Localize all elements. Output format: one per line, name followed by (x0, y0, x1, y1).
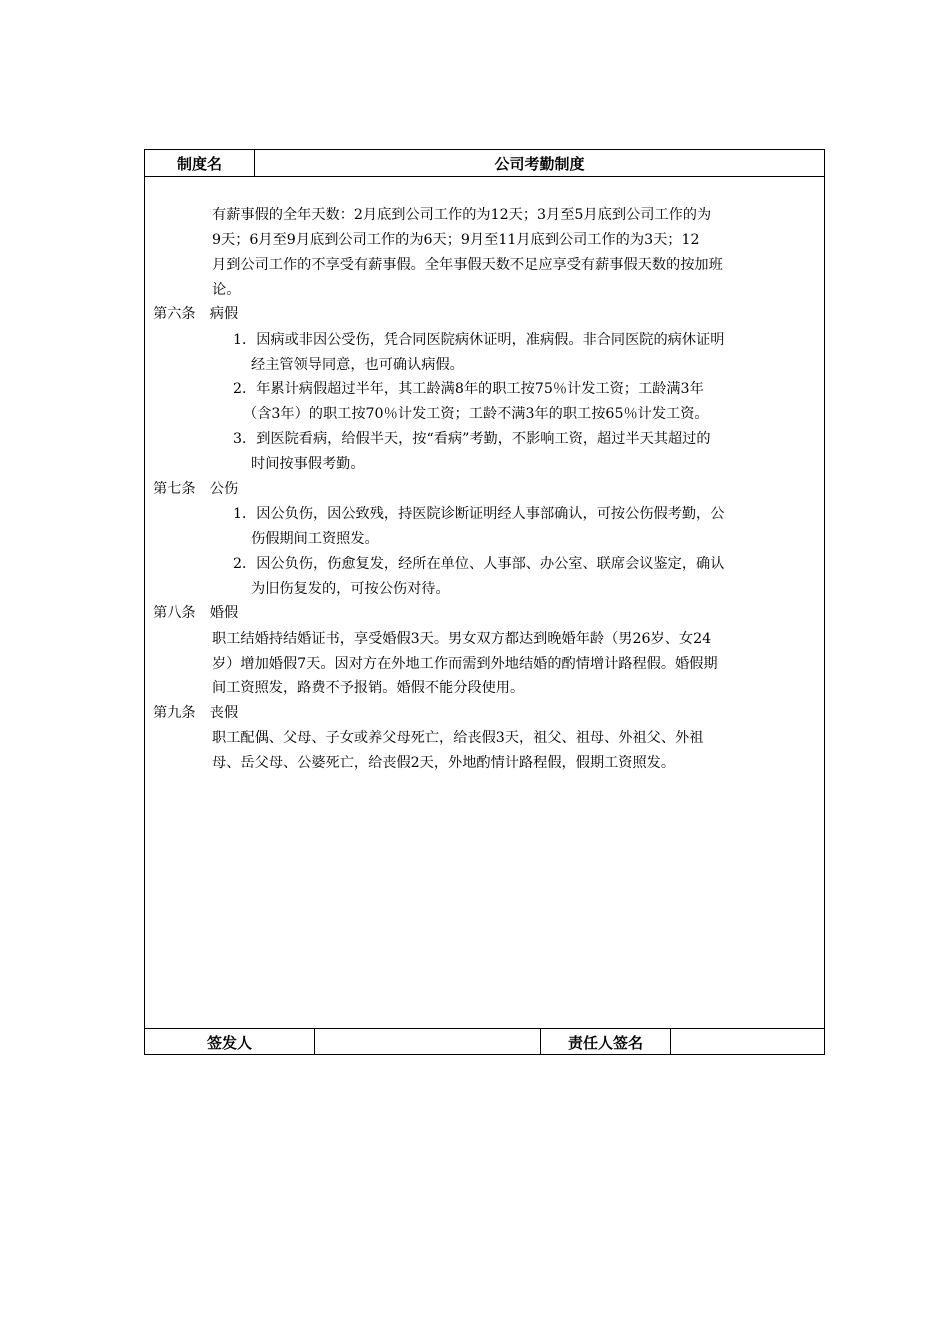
article-6-item: 时间按事假考勤。 (251, 456, 365, 472)
intro-line: 论。 (212, 282, 241, 298)
article-9-line: 职工配偶、父母、子女或养父母死亡，给丧假3天，祖父、祖母、外祖父、外祖 (212, 730, 704, 746)
article-7-item: 伤假期间工资照发。 (251, 531, 379, 547)
issuer-label: 签发人 (145, 1029, 315, 1055)
article-9-line: 母、岳父母、公婆死亡，给丧假2天，外地酌情计路程假，假期工资照发。 (212, 755, 676, 771)
article-6-item: （含3年）的职工按70％计发工资；工龄不满3年的职工按65％计发工资。 (243, 406, 709, 422)
intro-line: 月到公司工作的不享受有薪事假。全年事假天数不足应享受有薪事假天数的按加班 (212, 257, 723, 273)
intro-line: 有薪事假的全年天数：2月底到公司工作的为12天；3月至5月底到公司工作的为 (212, 207, 712, 223)
policy-name-label: 制度名 (145, 150, 255, 176)
article-8-line: 岁）增加婚假7天。因对方在外地工作而需到外地结婚的酌情增计路程假。婚假期 (212, 656, 718, 672)
article-8-title: 第八条 婚假 (153, 605, 239, 621)
header-row (145, 150, 824, 177)
article-7-title: 第七条 公伤 (153, 481, 239, 497)
policy-form (144, 149, 825, 1055)
article-6-title: 第六条 病假 (153, 306, 239, 322)
article-6-item: 3．到医院看病，给假半天，按“看病”考勤，不影响工资，超过半天其超过的 (233, 431, 711, 447)
article-6-item: 2．年累计病假超过半年，其工龄满8年的职工按75％计发工资；工龄满3年 (233, 381, 704, 397)
article-7-item: 2．因公负伤，伤愈复发，经所在单位、人事部、办公室、联席会议鉴定，确认 (233, 556, 725, 572)
policy-name-value: 公司考勤制度 (494, 154, 585, 173)
article-8-line: 间工资照发，路费不予报销。婚假不能分段使用。 (212, 680, 525, 696)
article-6-item: 经主管领导同意，也可确认病假。 (251, 357, 464, 373)
responsible-signature-field[interactable] (671, 1029, 824, 1055)
issuer-field[interactable] (315, 1029, 541, 1055)
article-9-title: 第九条 丧假 (153, 705, 239, 721)
article-8-line: 职工结婚持结婚证书，享受婚假3天。男女双方都达到晚婚年龄（男26岁、女24 (212, 631, 712, 647)
article-7-item: 1．因公负伤，因公致残，持医院诊断证明经人事部确认，可按公伤假考勤，公 (233, 506, 725, 522)
article-7-item: 为旧伤复发的，可按公伤对待。 (251, 581, 450, 597)
article-6-item: 1．因病或非因公受伤，凭合同医院病休证明，准病假。非合同医院的病休证明 (233, 332, 725, 348)
footer-row (145, 1028, 824, 1055)
intro-line: 9天；6月至9月底到公司工作的为6天；9月至11月底到公司工作的为3天；12 (212, 232, 700, 248)
responsible-signature-label: 责任人签名 (541, 1029, 671, 1055)
policy-content (145, 177, 824, 1028)
